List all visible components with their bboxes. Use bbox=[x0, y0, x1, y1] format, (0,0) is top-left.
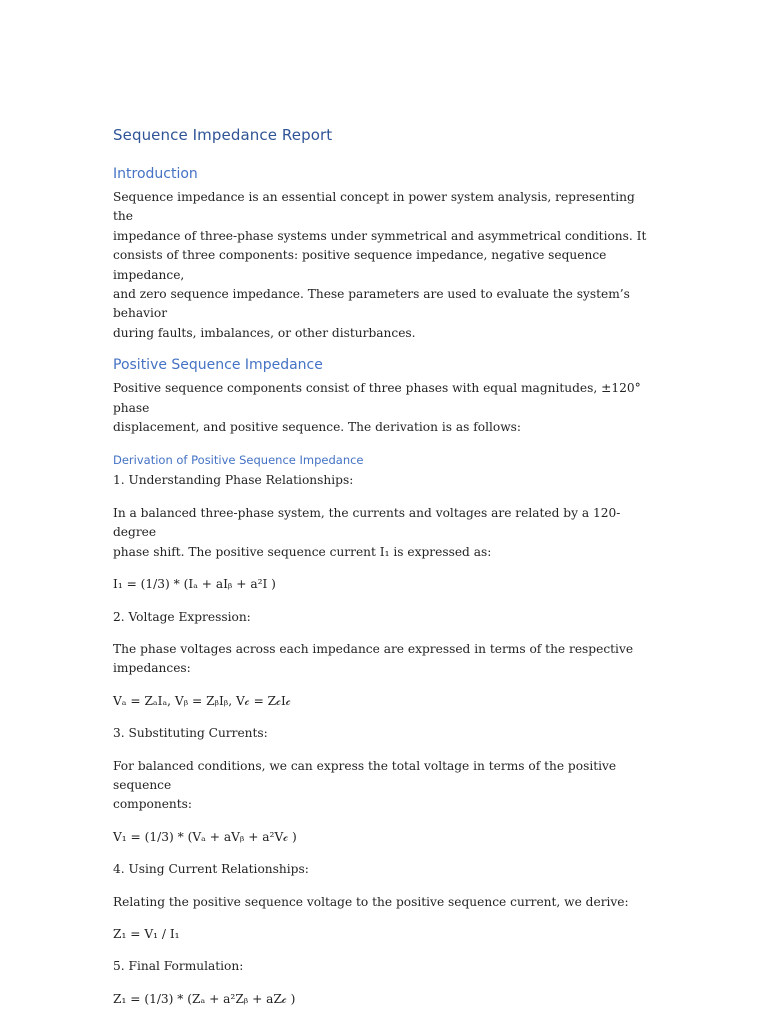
intro-heading: Introduction bbox=[113, 166, 198, 182]
intro-line: consists of three components: positive sequence impedance, negative sequence impedance, bbox=[113, 248, 607, 282]
step-5-label: 5. Final Formulation: bbox=[113, 959, 244, 974]
step-4-line: Relating the positive sequence voltage to the positive sequence current, we derive: bbox=[113, 894, 629, 909]
equation-4: Z₁ = V₁ / I₁ bbox=[113, 926, 180, 941]
step-2-paragraph bbox=[113, 640, 658, 679]
document-body bbox=[113, 124, 658, 1022]
step-2-label: 2. Voltage Expression: bbox=[113, 609, 251, 624]
positive-line: Positive sequence components consist of three phases with equal magnitudes, ±120° phase bbox=[113, 381, 641, 415]
equation-1: I₁ = (1/3) * (Iₐ + aIᵦ + a²I ) bbox=[113, 577, 276, 592]
positive-line: displacement, and positive sequence. The derivation is as follows: bbox=[113, 420, 522, 435]
positive-sequence-heading: Positive Sequence Impedance bbox=[113, 357, 323, 374]
step-3-paragraph bbox=[113, 757, 658, 815]
equation-5: Z₁ = (1/3) * (Zₐ + a²Zᵦ + aZ𝒸 ) bbox=[113, 991, 296, 1006]
step-3-line: For balanced conditions, we can express the total voltage in terms of the positive sequence bbox=[113, 758, 617, 792]
step-1-line: In a balanced three-phase system, the currents and voltages are related by a 120-degree bbox=[113, 505, 621, 540]
step-3-line: components: bbox=[113, 797, 193, 812]
step-1-paragraph bbox=[113, 504, 658, 562]
step-2-line: impedances: bbox=[113, 661, 191, 676]
intro-paragraph bbox=[113, 188, 658, 343]
step-2-line: The phase voltages across each impedance are expressed in terms of the respective bbox=[113, 641, 634, 656]
intro-line: and zero sequence impedance. These parameters are used to evaluate the system’s behavior bbox=[113, 287, 630, 321]
document-title: Sequence Impedance Report bbox=[113, 126, 333, 144]
intro-line: during faults, imbalances, or other disturbances. bbox=[113, 325, 416, 340]
step-3-label: 3. Substituting Currents: bbox=[113, 726, 268, 741]
step-4-label: 4. Using Current Relationships: bbox=[113, 862, 309, 877]
equation-2: Vₐ = ZₐIₐ, Vᵦ = ZᵦIᵦ, V𝒸 = Z𝒸I𝒸 bbox=[113, 693, 291, 708]
intro-line: Sequence impedance is an essential concept in power system analysis, representing the bbox=[113, 190, 635, 224]
derivation-heading: Derivation of Positive Sequence Impedance bbox=[113, 453, 364, 468]
step-1-label: 1. Understanding Phase Relationships: bbox=[113, 473, 354, 488]
positive-sequence-paragraph bbox=[113, 379, 658, 437]
equation-3: V₁ = (1/3) * (Vₐ + aVᵦ + a²V𝒸 ) bbox=[113, 829, 297, 844]
intro-line: impedance of three-phase systems under symmetrical and asymmetrical conditions. It bbox=[113, 228, 647, 243]
step-1-line: phase shift. The positive sequence current I₁ is expressed as: bbox=[113, 544, 492, 559]
